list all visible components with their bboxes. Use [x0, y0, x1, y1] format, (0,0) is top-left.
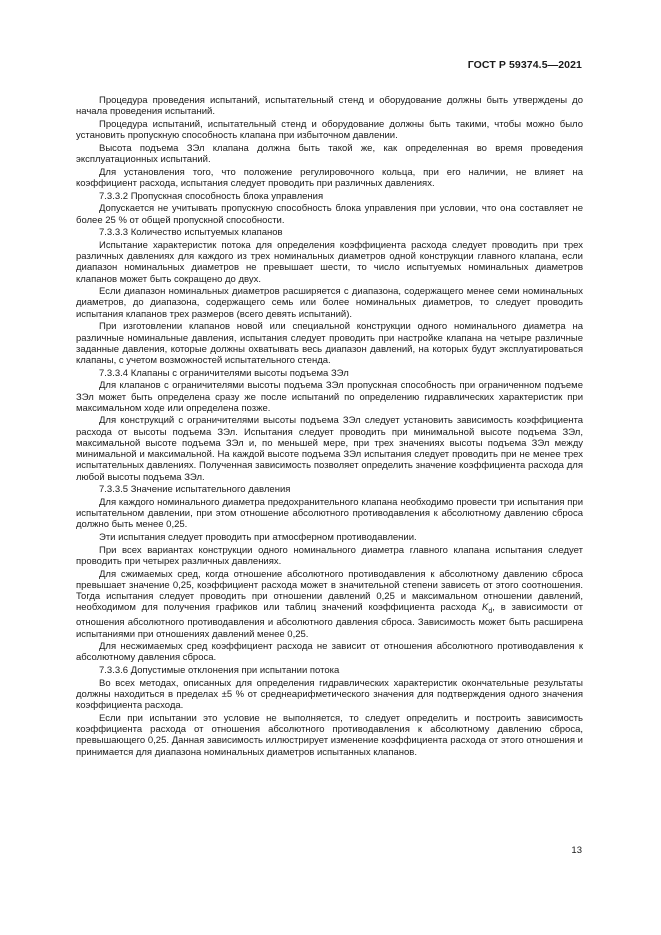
section-heading-7-3-3-6: 7.3.3.6 Допустимые отклонения при испытании потока	[99, 665, 340, 677]
section-heading-7-3-3-3: 7.3.3.3 Количество испытуемых клапанов	[99, 227, 283, 239]
paragraph: Для каждого номинального диаметра предохранительного клапана необходимо провести три испытания при испытательном давлении, при этом отношение абсолютного противодавления к абсолютному давлению сброса должно быть менее 0,25.	[76, 496, 583, 531]
paragraph-kd-part1: Для сжимаемых сред, когда отношение абсолютного противодавления к абсолютному давлению сброса превышает значение 0,25, коэффициент расхода может в значительной степени зависеть от этого соотношения. Тогда испытания следует проводить при отношении давлений 0,25 и максимальном отношении давлений, необходимом для получения графиков или таблиц значений коэффициента расхода K	[76, 568, 583, 614]
paragraph: Если при испытании это условие не выполняется, то следует определить и построить зависимость коэффициента расхода от отношения абсолютного противодавления к абсолютному давлению сброса, превышающего 0,25. Данная зависимость иллюстрирует изменение коэффициента расхода от этого отношения и принимается для диапазона номинальных диаметров испытанных клапанов.	[76, 712, 583, 758]
section-heading-7-3-3-4: 7.3.3.4 Клапаны с ограничителями высоты подъема ЗЭл	[99, 367, 349, 379]
paragraph: Во всех методах, описанных для определения гидравлических характеристик окончательные результаты должны находиться в пределах ±5 % от среднеарифметического значения для подтверждения одного значения коэффициента расхода.	[76, 677, 583, 712]
paragraph: Для клапанов с ограничителями высоты подъема ЗЭл пропускная способность при ограниченном подъеме ЗЭл может быть определена сразу же после испытаний по определению гидравлических характеристик при максимальном ходе или определена позже.	[76, 380, 583, 414]
paragraph: При изготовлении клапанов новой или специальной конструкции одного номинального диаметра на различные номинальные давления, испытания следует проводить при настройке клапана на четыре различные заданные давления, которые должны охватывать весь диапазон давлений, на которых будут эксплуатироваться клапаны, с учетом возможностей испытательного стенда.	[76, 321, 583, 366]
paragraph: При всех вариантах конструкции одного номинального диаметра главного клапана испытания следует проводить при четырех различных давлениях.	[76, 544, 583, 567]
paragraph-kd	[76, 569, 583, 640]
paragraph: Для несжимаемых сред коэффициент расхода не зависит от отношения абсолютного противодавления к абсолютному давления сброса.	[76, 641, 583, 664]
kd-symbol: K	[482, 602, 489, 614]
paragraph: Допускается не учитывать пропускную способность блока управления при условии, что она составляет не более 25 % от общей пропускной способности.	[76, 203, 583, 226]
page-number: 13	[571, 845, 582, 856]
paragraph: Для конструкций с ограничителями высоты подъема ЗЭл следует установить зависимость коэффициента расхода от высоты подъема ЗЭл. Испытания следует проводить при минимальной высоте подъема ЗЭл, максимальной высоте подъема ЗЭл и, по меньшей мере, при трех значениях высоты подъема ЗЭл между минимальной и максимальной. На каждой высоте подъема ЗЭл испытания следует проводить при не менее трех испытательных давлениях. Полученная зависимость позволяет определить значение коэффициента расхода для любой высоты подъема ЗЭл.	[76, 415, 583, 483]
paragraph: Для установления того, что положение регулировочного кольца, при его наличии, не влияет на коэффициент расхода, испытания следует проводить при различных давлениях.	[76, 166, 583, 189]
document-code-header: ГОСТ Р 59374.5—2021	[467, 59, 582, 71]
section-heading-7-3-3-5: 7.3.3.5 Значение испытательного давления	[99, 484, 291, 496]
section-heading-7-3-3-2: 7.3.3.2 Пропускная способность блока управления	[99, 190, 324, 202]
paragraph: Процедура проведения испытаний, испытательный стенд и оборудование должны быть утверждены до начала проведения испытаний.	[76, 95, 583, 118]
paragraph: Процедура испытаний, испытательный стенд и оборудование должны быть такими, чтобы можно было установить пропускную способность клапана при избыточном давлении.	[76, 118, 583, 142]
paragraph: Испытание характеристик потока для определения коэффициента расхода следует проводить при трех различных давлениях для каждого из трех номинальных диаметров одной конструкции главного клапана, если диапазон номинальных диаметров не превышает шести, то число испытуемых номинальных диаметров клапанов может быть сокращено до двух.	[76, 239, 583, 285]
kd-subscript: d	[488, 608, 493, 616]
document-body	[76, 95, 583, 759]
paragraph-kd-part2: , в зависимости от отношения абсолютного противодавления и абсолютного давления сброса. Зависимость может быть расширена испытаниями при отношениях давлений менее 0,25.	[76, 602, 583, 640]
paragraph: Эти испытания следует проводить при атмосферном противодавлении.	[99, 532, 417, 544]
paragraph: Высота подъема ЗЭл клапана должна быть такой же, как определенная во время проведения эксплуатационных испытаний.	[76, 142, 583, 166]
paragraph: Если диапазон номинальных диаметров расширяется с диапазона, содержащего менее семи номинальных диаметров, до диапазона, содержащего семь или более номинальных диаметров, то следует проводить испытания клапанов трех размеров (всего девять испытаний).	[76, 286, 583, 320]
